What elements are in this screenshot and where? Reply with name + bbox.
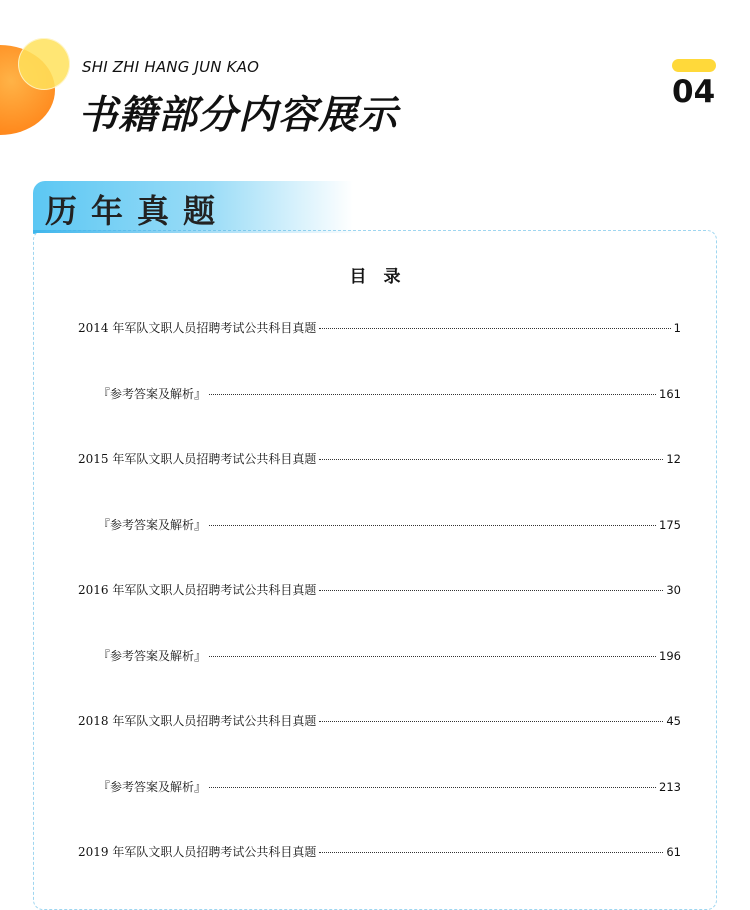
toc-leader-dots: [209, 525, 656, 526]
toc-leader-dots: [319, 459, 663, 460]
toc-entry: [78, 450, 681, 468]
toc-leader-dots: [319, 721, 663, 722]
toc-entry-page: 12: [666, 452, 681, 466]
page-number: 04: [672, 74, 716, 110]
toc-entry: [78, 319, 681, 337]
toc-entry-page: 213: [659, 780, 681, 794]
toc-leader-dots: [209, 787, 656, 788]
toc-entry: [98, 385, 681, 403]
toc-entry: [78, 843, 681, 861]
toc-entry-page: 161: [659, 387, 681, 401]
toc-entry-page: 175: [659, 518, 681, 532]
toc-heading: 目 录: [349, 267, 401, 287]
toc-entry-title: 『参考答案及解析』: [98, 387, 207, 401]
toc-entry: [98, 778, 681, 796]
toc-entry-page: 1: [673, 321, 681, 335]
toc-entry-page: 196: [659, 649, 681, 663]
toc-leader-dots: [319, 852, 663, 853]
toc-entry: [78, 581, 681, 599]
toc-entry: [78, 712, 681, 730]
toc-entry-title: 2016 年军队文职人员招聘考试公共科目真题: [78, 583, 317, 597]
toc-leader-dots: [209, 394, 656, 395]
toc-entry-title: 『参考答案及解析』: [98, 780, 207, 794]
toc-entry-title: 2018 年军队文职人员招聘考试公共科目真题: [78, 714, 317, 728]
page-title: 书籍部分内容展示: [78, 93, 399, 138]
toc-entry-page: 61: [666, 845, 681, 859]
toc-leader-dots: [319, 590, 663, 591]
section-title: 历年真题: [45, 192, 230, 230]
toc-leader-dots: [319, 328, 670, 329]
toc-entry-title: 『参考答案及解析』: [98, 649, 207, 663]
toc-entry: [98, 647, 681, 665]
page-number-pill: [672, 59, 716, 72]
yellow-circle-shape: [18, 38, 70, 90]
toc-entry-title: 2015 年军队文职人员招聘考试公共科目真题: [78, 452, 317, 466]
toc-leader-dots: [209, 656, 656, 657]
toc-entry-title: 2014 年军队文职人员招聘考试公共科目真题: [78, 321, 317, 335]
toc-entry: [98, 516, 681, 534]
toc-entry-page: 30: [666, 583, 681, 597]
toc-entry-page: 45: [666, 714, 681, 728]
toc-entry-title: 2019 年军队文职人员招聘考试公共科目真题: [78, 845, 317, 859]
header-subtitle: SHI ZHI HANG JUN KAO: [82, 58, 260, 76]
toc-entry-title: 『参考答案及解析』: [98, 518, 207, 532]
